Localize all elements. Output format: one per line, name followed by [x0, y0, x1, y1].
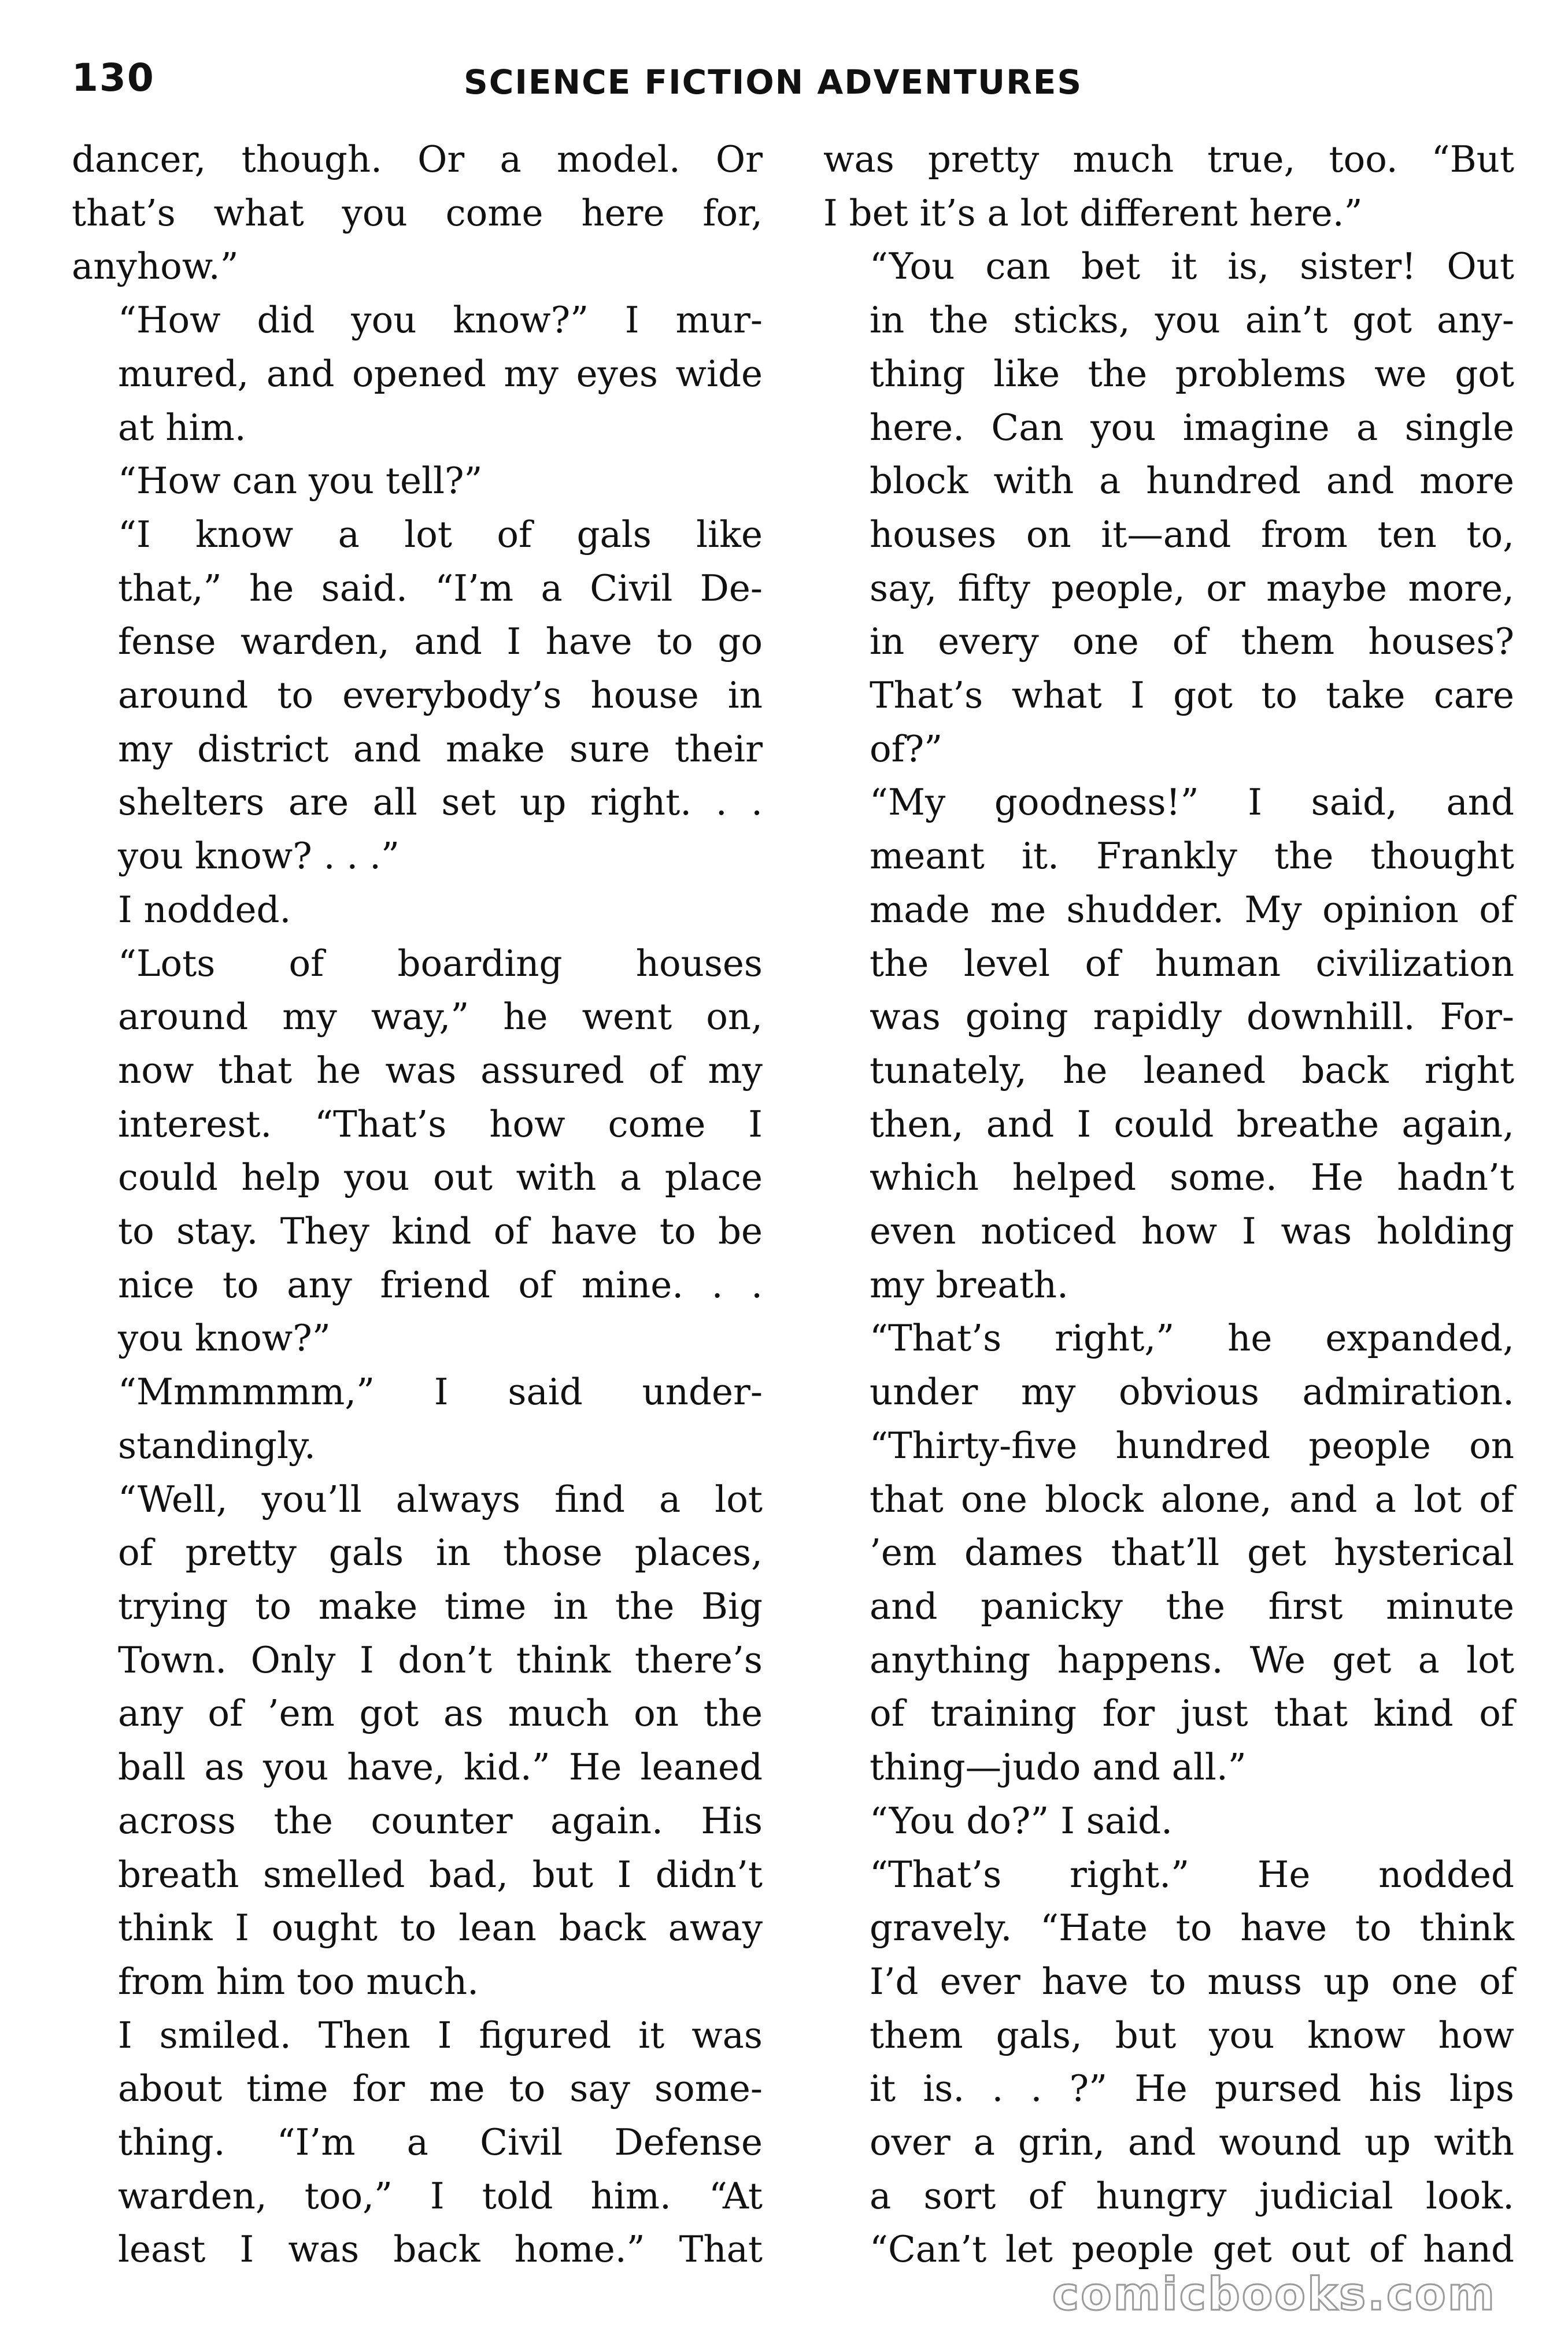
text-line: breath smelled bad, but I didn’t [118, 1853, 763, 1896]
text-line: to stay. They kind of have to be [118, 1210, 763, 1253]
text-line: “That’s right,” he expanded, [870, 1317, 1514, 1360]
text-line: them gals, but you know how [870, 2014, 1514, 2056]
text-line: “Lots of boarding houses [118, 942, 763, 985]
text-line: “My goodness!” I said, and [870, 781, 1514, 824]
text-line: even noticed how I was holding [870, 1210, 1514, 1253]
text-line: across the counter again. His [118, 1799, 763, 1842]
text-line: it is. . . ?” He pursed his lips [870, 2067, 1514, 2110]
paragraph [823, 240, 1514, 776]
text-line: tunately, he leaned back right [870, 1049, 1514, 1092]
text-line: that one block alone, and a lot of [870, 1478, 1514, 1520]
text-line: around my way,” he went on, [118, 996, 763, 1038]
text-line: of?” [870, 727, 943, 770]
text-line: block with a hundred and more [870, 460, 1514, 502]
text-line: I bet it’s a lot different here.” [823, 191, 1363, 234]
paragraph [823, 1312, 1514, 1794]
text-line: now that he was assured of my [118, 1049, 763, 1092]
text-line: under my obvious admiration. [870, 1371, 1514, 1414]
text-line: anyhow.” [72, 245, 239, 288]
text-line: from him too much. [118, 1960, 479, 2003]
text-line: trying to make time in the Big [118, 1585, 763, 1627]
text-line: here. Can you imagine a single [870, 406, 1514, 449]
text-line: around to everybody’s house in [118, 674, 763, 717]
text-line: meant it. Frankly the thought [870, 835, 1514, 878]
paragraph [72, 1366, 763, 1472]
text-line: I smiled. Then I figured it was [118, 2014, 763, 2056]
text-line: think I ought to lean back away [118, 1907, 763, 1949]
paragraph [72, 883, 763, 937]
text-line: could help you out with a place [118, 1156, 763, 1199]
text-line: my breath. [870, 1263, 1068, 1306]
text-line: “I know a lot of gals like [118, 513, 763, 556]
text-line: “How can you tell?” [118, 460, 483, 502]
text-line: “Mmmmmm,” I said under- [118, 1371, 763, 1414]
text-line: about time for me to say some- [118, 2067, 763, 2110]
paragraph [72, 294, 763, 454]
text-line: which helped some. He hadn’t [870, 1156, 1514, 1199]
text-line: and panicky the first minute [870, 1585, 1514, 1627]
text-line: at him. [118, 406, 246, 449]
text-line: in every one of them houses? [870, 620, 1514, 663]
text-line: anything happens. We get a lot [870, 1638, 1514, 1681]
text-line: made me shudder. My opinion of [870, 888, 1514, 931]
page-number: 130 [72, 56, 155, 100]
text-line: “Thirty-five hundred people on [870, 1424, 1514, 1467]
text-line: nice to any friend of mine. . . [118, 1263, 763, 1306]
text-line: least I was back home.” That [118, 2228, 763, 2271]
paragraph [72, 133, 763, 294]
text-line: any of ’em got as much on the [118, 1692, 763, 1735]
text-line: “Can’t let people get out of hand [870, 2228, 1514, 2271]
text-line: ’em dames that’ll get hysterical [870, 1531, 1514, 1574]
right-text-column [823, 133, 1514, 2277]
text-line: was pretty much true, too. “But [823, 138, 1514, 180]
text-line: mured, and opened my eyes wide [118, 352, 763, 395]
text-line: dancer, though. Or a model. Or [72, 138, 763, 180]
text-line: I’d ever have to muss up one of [870, 1960, 1514, 2003]
left-text-column [72, 133, 763, 2277]
text-line: fense warden, and I have to go [118, 620, 763, 663]
text-line: was going rapidly downhill. For- [870, 996, 1514, 1038]
text-line: houses on it—and from ten to, [870, 513, 1514, 556]
paragraph [823, 1848, 1514, 2277]
text-line: say, fifty people, or maybe more, [870, 567, 1514, 609]
text-line: of pretty gals in those places, [118, 1531, 763, 1574]
paragraph [72, 508, 763, 883]
text-line: a sort of hungry judicial look. [870, 2174, 1514, 2217]
text-line: ball as you have, kid.” He leaned [118, 1746, 763, 1789]
text-line: that,” he said. “I’m a Civil De- [118, 567, 763, 609]
paragraph [72, 2009, 763, 2277]
text-line: thing. “I’m a Civil Defense [118, 2121, 763, 2164]
running-title: SCIENCE FICTION ADVENTURES [464, 62, 1083, 102]
text-line: “How did you know?” I mur- [118, 299, 763, 342]
text-line: thing like the problems we got [870, 352, 1514, 395]
text-line: then, and I could breathe again, [870, 1102, 1514, 1145]
text-line: shelters are all set up right. . . [118, 781, 763, 824]
paragraph [72, 1473, 763, 2009]
text-line: “You do?” I said. [870, 1799, 1173, 1842]
text-line: Town. Only I don’t think there’s [118, 1638, 763, 1681]
text-line: you know?” [118, 1317, 331, 1360]
paragraph [823, 133, 1514, 240]
text-line: warden, too,” I told him. “At [118, 2174, 763, 2217]
text-line: standingly. [118, 1424, 316, 1467]
text-line: gravely. “Hate to have to think [870, 1907, 1514, 1949]
text-line: “You can bet it is, sister! Out [870, 245, 1514, 288]
watermark: comicbooks.com [1052, 2269, 1496, 2321]
text-line: over a grin, and wound up with [870, 2121, 1514, 2164]
paragraph [823, 776, 1514, 1312]
paragraph [72, 937, 763, 1366]
text-line: I nodded. [118, 888, 291, 931]
text-line: That’s what I got to take care [870, 674, 1514, 717]
text-line: interest. “That’s how come I [118, 1102, 763, 1145]
text-line: of training for just that kind of [870, 1692, 1514, 1735]
paragraph [823, 1794, 1514, 1848]
text-line: “That’s right.” He nodded [870, 1853, 1514, 1896]
text-line: you know? . . .” [118, 835, 400, 878]
text-line: the level of human civilization [870, 942, 1514, 985]
text-line: in the sticks, you ain’t got any- [870, 299, 1514, 342]
text-line: “Well, you’ll always find a lot [118, 1478, 763, 1520]
text-line: my district and make sure their [118, 727, 763, 770]
paragraph [72, 454, 763, 508]
text-line: thing—judo and all.” [870, 1746, 1247, 1789]
text-line: that’s what you come here for, [72, 191, 763, 234]
